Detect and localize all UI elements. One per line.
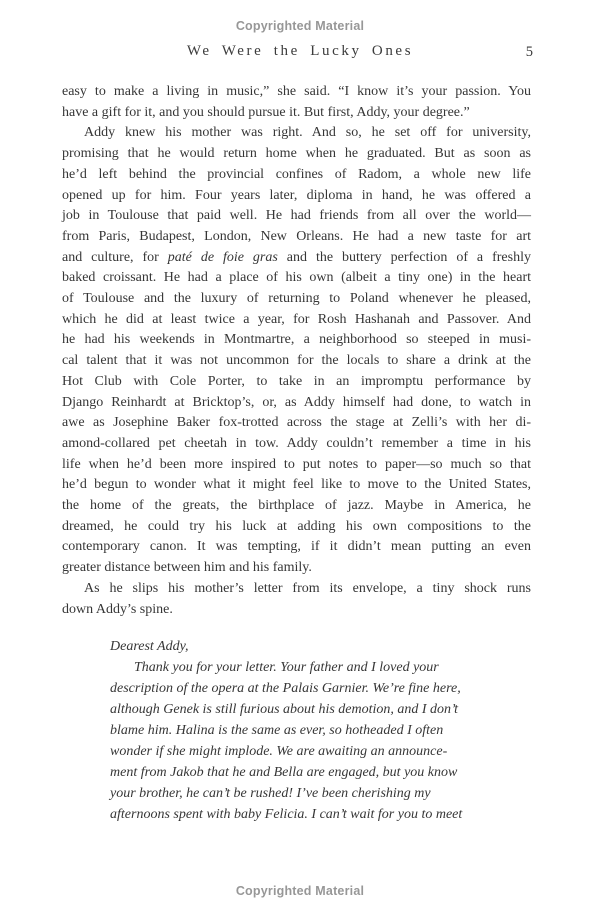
text-line: although Genek is still furious about his demotion, and I don’t <box>110 702 459 717</box>
text-line: he had his weekends in Montmartre, a neighborhood so steeped in musi- <box>62 332 531 348</box>
text-line: have a gift for it, and you should pursue it. But first, Addy, your degree.” <box>62 104 470 120</box>
running-head <box>0 43 600 63</box>
text-line: awe as Josephine Baker fox-trotted across the stage at Zelli’s with her di- <box>62 415 531 431</box>
text-line: Hot Club with Cole Porter, to take in an impromptu performance by <box>62 373 531 389</box>
copyright-watermark-bottom: Copyrighted Material <box>235 884 365 898</box>
text-line: cal talent that it was not uncommon for the locals to share a drink at the <box>62 353 531 369</box>
text-line: greater distance between him and his family. <box>62 560 312 576</box>
letter-block <box>110 636 495 825</box>
text-line: promising that he would return home when he graduated. But as soon as <box>62 146 531 162</box>
text-line: Addy knew his mother was right. And so, he set off for university, <box>84 125 531 141</box>
text-line: description of the opera at the Palais Garnier. We’re fine here, <box>110 681 461 696</box>
text-line: from Paris, Budapest, London, New Orleans. He had a new taste for art <box>62 228 531 244</box>
text-line: As he slips his mother’s letter from its envelope, a tiny shock runs <box>84 580 531 596</box>
text-line: opened up for him. Four years later, diploma in hand, he was offered a <box>62 187 531 203</box>
copyright-watermark-top: Copyrighted Material <box>235 19 365 33</box>
text-line: down Addy’s spine. <box>62 601 173 617</box>
text-line: blame him. Halina is the same as ever, so hotheaded I often <box>110 723 444 738</box>
text-line: wonder if she might implode. We are awaiting an announce- <box>110 744 448 759</box>
text-line: dreamed, he could try his luck at adding his own compositions to the <box>62 518 531 534</box>
text-line: amond-collared pet cheetah in tow. Addy couldn’t remember a time in his <box>62 435 531 451</box>
text-line: afternoons spent with baby Felicia. I can’t wait for you to meet <box>110 807 463 822</box>
text-line: job in Toulouse that paid well. He had friends from all over the world— <box>62 208 531 224</box>
text-line: Dearest Addy, <box>110 639 189 654</box>
text-line: ment from Jakob that he and Bella are engaged, but you know <box>110 765 458 780</box>
page-number: 5 <box>525 44 533 60</box>
text-line: life when he’d been more inspired to put notes to paper—so much so that <box>62 456 531 472</box>
text-line: and culture, for paté de foie gras and the buttery perfection of a freshly <box>62 249 531 265</box>
text-line: which he did at least twice a year, for Rosh Hashanah and Passover. And <box>62 311 531 327</box>
text-line: Thank you for your letter. Your father and I loved your <box>134 660 439 675</box>
text-line: he’d begun to wonder what it might feel like to move to the United States, <box>62 477 531 493</box>
text-line: the home of the greats, the birthplace of jazz. Maybe in America, he <box>62 498 531 514</box>
text-line: your brother, he can’t be rushed! I’ve been cherishing my <box>110 786 431 801</box>
text-line: Django Reinhardt at Bricktop’s, or, as Addy himself had done, to watch in <box>62 394 531 410</box>
text-line: of Toulouse and the luxury of returning to Poland whenever he pleased, <box>62 291 531 307</box>
book-title: We Were the Lucky Ones <box>186 43 414 59</box>
text-line: he’d left behind the provincial confines of Radom, a whole new life <box>62 166 531 182</box>
text-line: easy to make a living in music,” she said. “I know it’s your passion. You <box>62 84 531 99</box>
body-text <box>62 82 531 620</box>
text-line: contemporary canon. It was tempting, if it didn’t mean putting an even <box>62 539 531 555</box>
text-line: baked croissant. He had a place of his own (albeit a tiny one) in the heart <box>62 270 531 286</box>
